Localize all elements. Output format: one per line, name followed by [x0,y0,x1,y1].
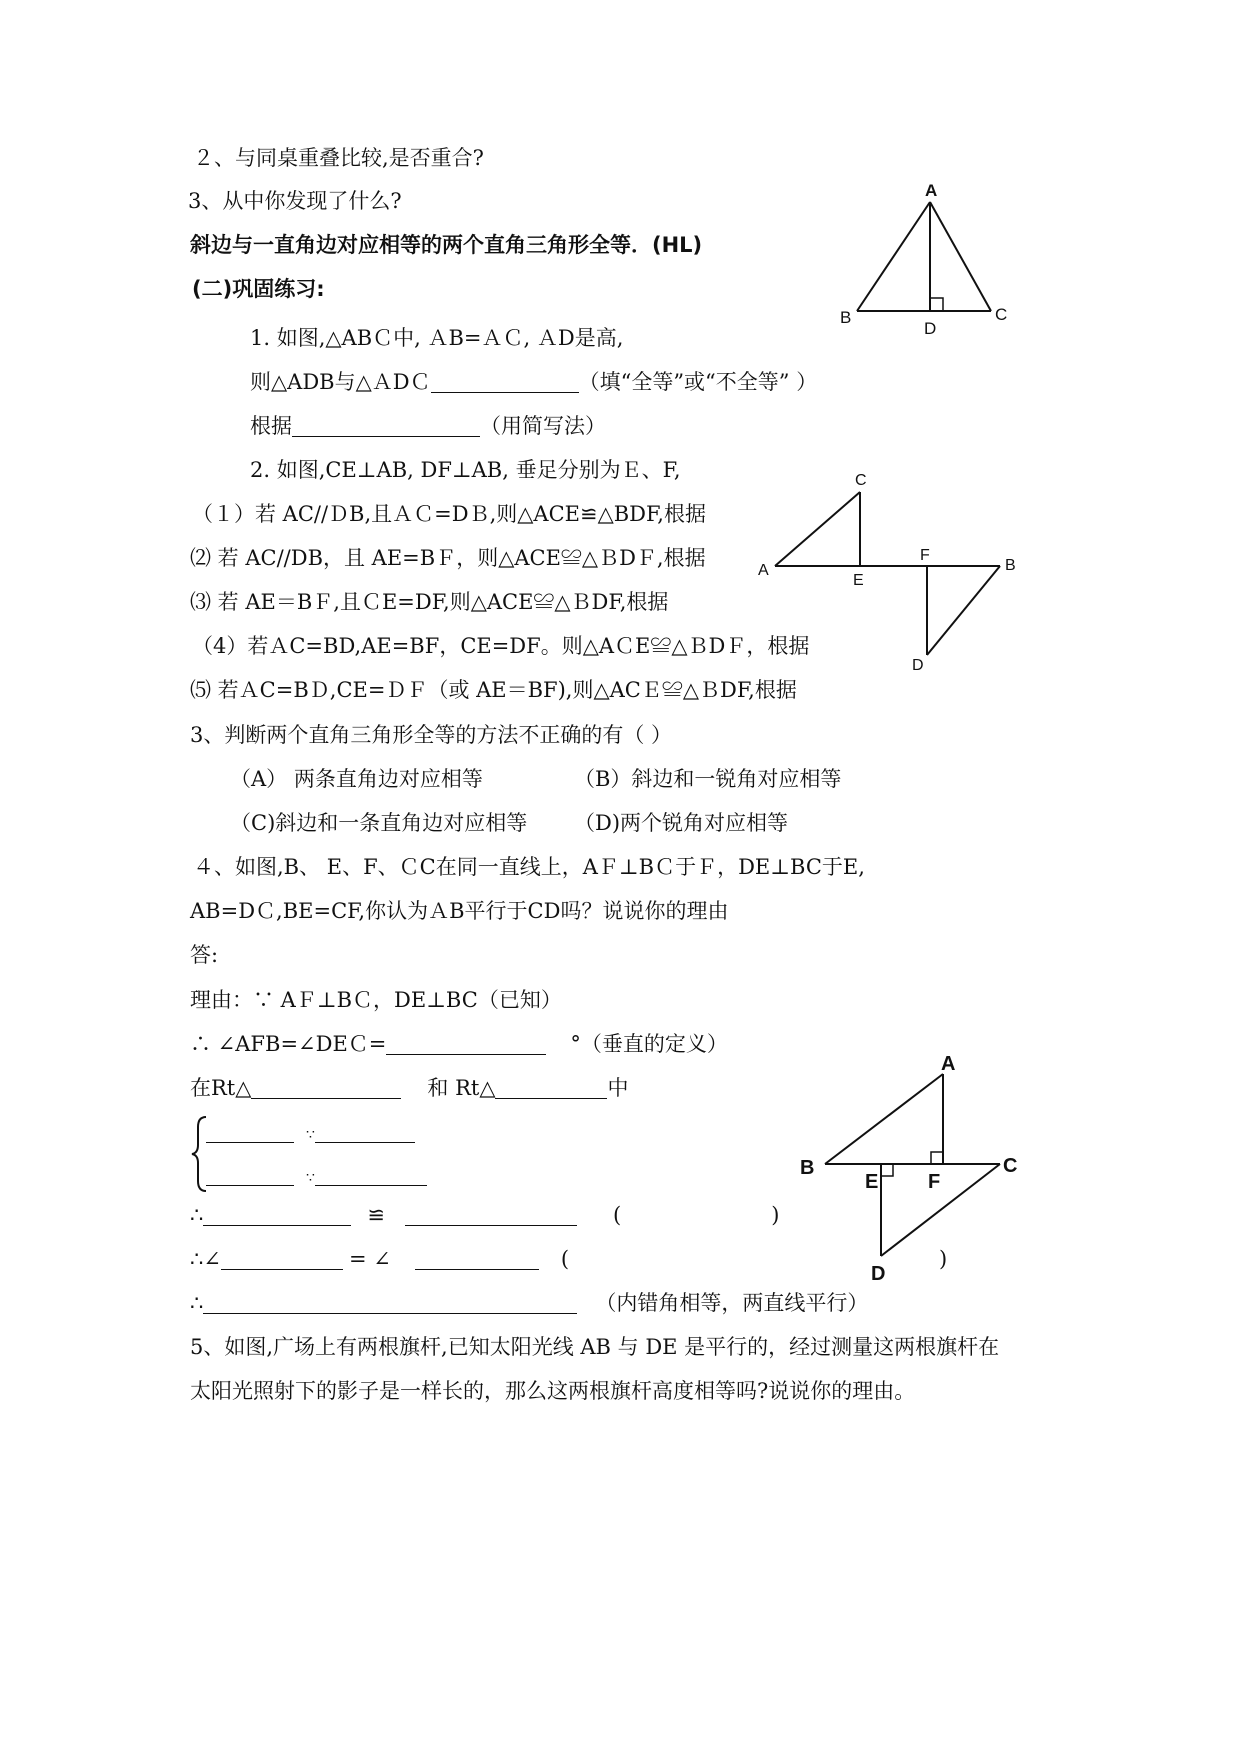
answer-blank[interactable] [315,1120,415,1143]
q4-line2: AB=DＣ,BE=CF,你认为ＡB平行于CD吗？说说你的理由 [190,899,729,923]
answer-blank[interactable] [415,1247,539,1270]
answer-blank[interactable] [203,1203,351,1226]
label-b: B [800,1157,815,1179]
q4-answer-label: 答: [190,943,219,967]
answer-blank[interactable] [206,1163,294,1186]
segment-db [927,566,1000,655]
figure-q4 [795,1040,1035,1290]
answer-blank[interactable] [292,414,480,437]
ex1-line2: 则△ADB与△ＡDＣ （填“全等”或“不全等” ） [250,370,818,394]
segment-ac [775,492,860,566]
q2-item: ２、与同桌重叠比较,是否重合? [193,146,484,170]
label-c: C [995,305,1008,324]
answer-blank[interactable] [206,1120,294,1143]
label-b: B [840,308,852,327]
segment-dc [881,1164,1000,1256]
ex2-item-5: ⑸ 若ＡC=BＤ,CE=ＤＦ（或 AE＝BF),则△ACＥ≌△ＢDF,根据 [190,678,797,702]
q3-option-d[interactable]: （D)两个锐角对应相等 [574,811,789,835]
answer-blank[interactable] [386,1032,546,1055]
figure-triangle-abc [820,180,1020,340]
ex2-item-1: （１）若 AC//ＤB,且ＡＣ=DＢ,则△ACE≌△BDF,根据 [192,502,706,526]
q5-line1: 5、如图,广场上有两根旗杆,已知太阳光线 AB 与 DE 是平行的，经过测量这两根旗杆在 [190,1335,1000,1359]
label-d: D [912,657,924,674]
right-angle-mark [930,298,943,311]
q3-option-a[interactable]: （A） 两条直角边对应相等 [230,767,483,791]
ex2-item-4: （4）若ＡC=BD,AE=BF，CE=DF。则△AＣE≌△ＢDＦ，根据 [192,634,810,658]
answer-blank[interactable] [405,1203,577,1226]
label-e: E [865,1171,879,1193]
ex1-line1: 1. 如图,△ABＣ中, ＡB=ＡＣ, ＡD是高, [250,326,624,350]
answer-blank[interactable] [431,370,579,393]
segment-ac [930,202,991,311]
segment-ab [857,202,930,311]
ex2-item-2: ⑵ 若 AC//DB，且 AE=BＦ，则△ACE≌△ＢDＦ,根据 [190,546,706,570]
q3-option-c[interactable]: （C)斜边和一条直角边对应相等 [230,811,528,835]
brace-row-2: ∵ [206,1160,427,1193]
q3-item: 3、从中你发现了什么? [188,189,402,213]
answer-blank[interactable] [203,1291,577,1314]
section-title: (二)巩固练习: [192,277,325,301]
segment-ba [825,1074,943,1164]
q4-step5: ∴ （内错角相等，两直线平行） [190,1291,869,1315]
ex1-line3: 根据 （用简写法） [250,414,606,438]
ex2-item-3: ⑶ 若 AE＝BＦ,且ＣE=DF,则△ACE≌△ＢDF,根据 [190,590,669,614]
label-a: A [941,1053,956,1075]
q3-option-b[interactable]: （B）斜边和一锐角对应相等 [574,767,842,791]
answer-blank[interactable] [221,1247,343,1270]
q4-reason: 理由：∵ AＦ⊥BＣ，DE⊥BC（已知） [190,988,562,1012]
label-e: E [853,572,864,589]
brace-row-1: ∵ [206,1117,415,1150]
q4-step3: ∴ ≌ ( ) [190,1203,780,1227]
label-f: F [920,547,930,564]
label-a: A [758,562,769,579]
answer-blank[interactable] [315,1163,427,1186]
q4-line1: ４、如图,B、 E、F、ＣC在同一直线上，AＦ⊥BＣ于Ｆ，DE⊥BC于E, [193,855,865,879]
label-f: F [928,1171,941,1193]
label-c: C [855,472,867,489]
label-d: D [871,1263,886,1285]
answer-blank[interactable] [495,1076,607,1099]
q3-question: 3、判断两个直角三角形全等的方法不正确的有（ ） [190,723,673,747]
label-d: D [924,319,937,338]
label-b: B [1005,557,1016,574]
q4-step1: ∴ ∠AFB=∠DEＣ= °（垂直的定义） [190,1032,728,1056]
right-angle-mark-f [931,1152,943,1164]
figure-ace-bdf [750,470,1030,680]
label-a: A [925,181,938,200]
ex2-intro: 2. 如图,CE⊥AB, DF⊥AB, 垂足分别为Ｅ、F, [250,458,681,482]
q4-step2: 在Rt△ 和 Rt△ 中 [190,1076,629,1100]
label-c: C [1003,1155,1018,1177]
theorem-hl: 斜边与一直角边对应相等的两个直角三角形全等．(HL) [190,233,703,257]
q4-step4: ∴∠ = ∠ ( ) [190,1247,948,1271]
right-angle-mark-e [881,1164,893,1176]
q5-line2: 太阳光照射下的影子是一样长的，那么这两根旗杆高度相等吗?说说你的理由。 [190,1379,916,1403]
answer-blank[interactable] [251,1076,401,1099]
